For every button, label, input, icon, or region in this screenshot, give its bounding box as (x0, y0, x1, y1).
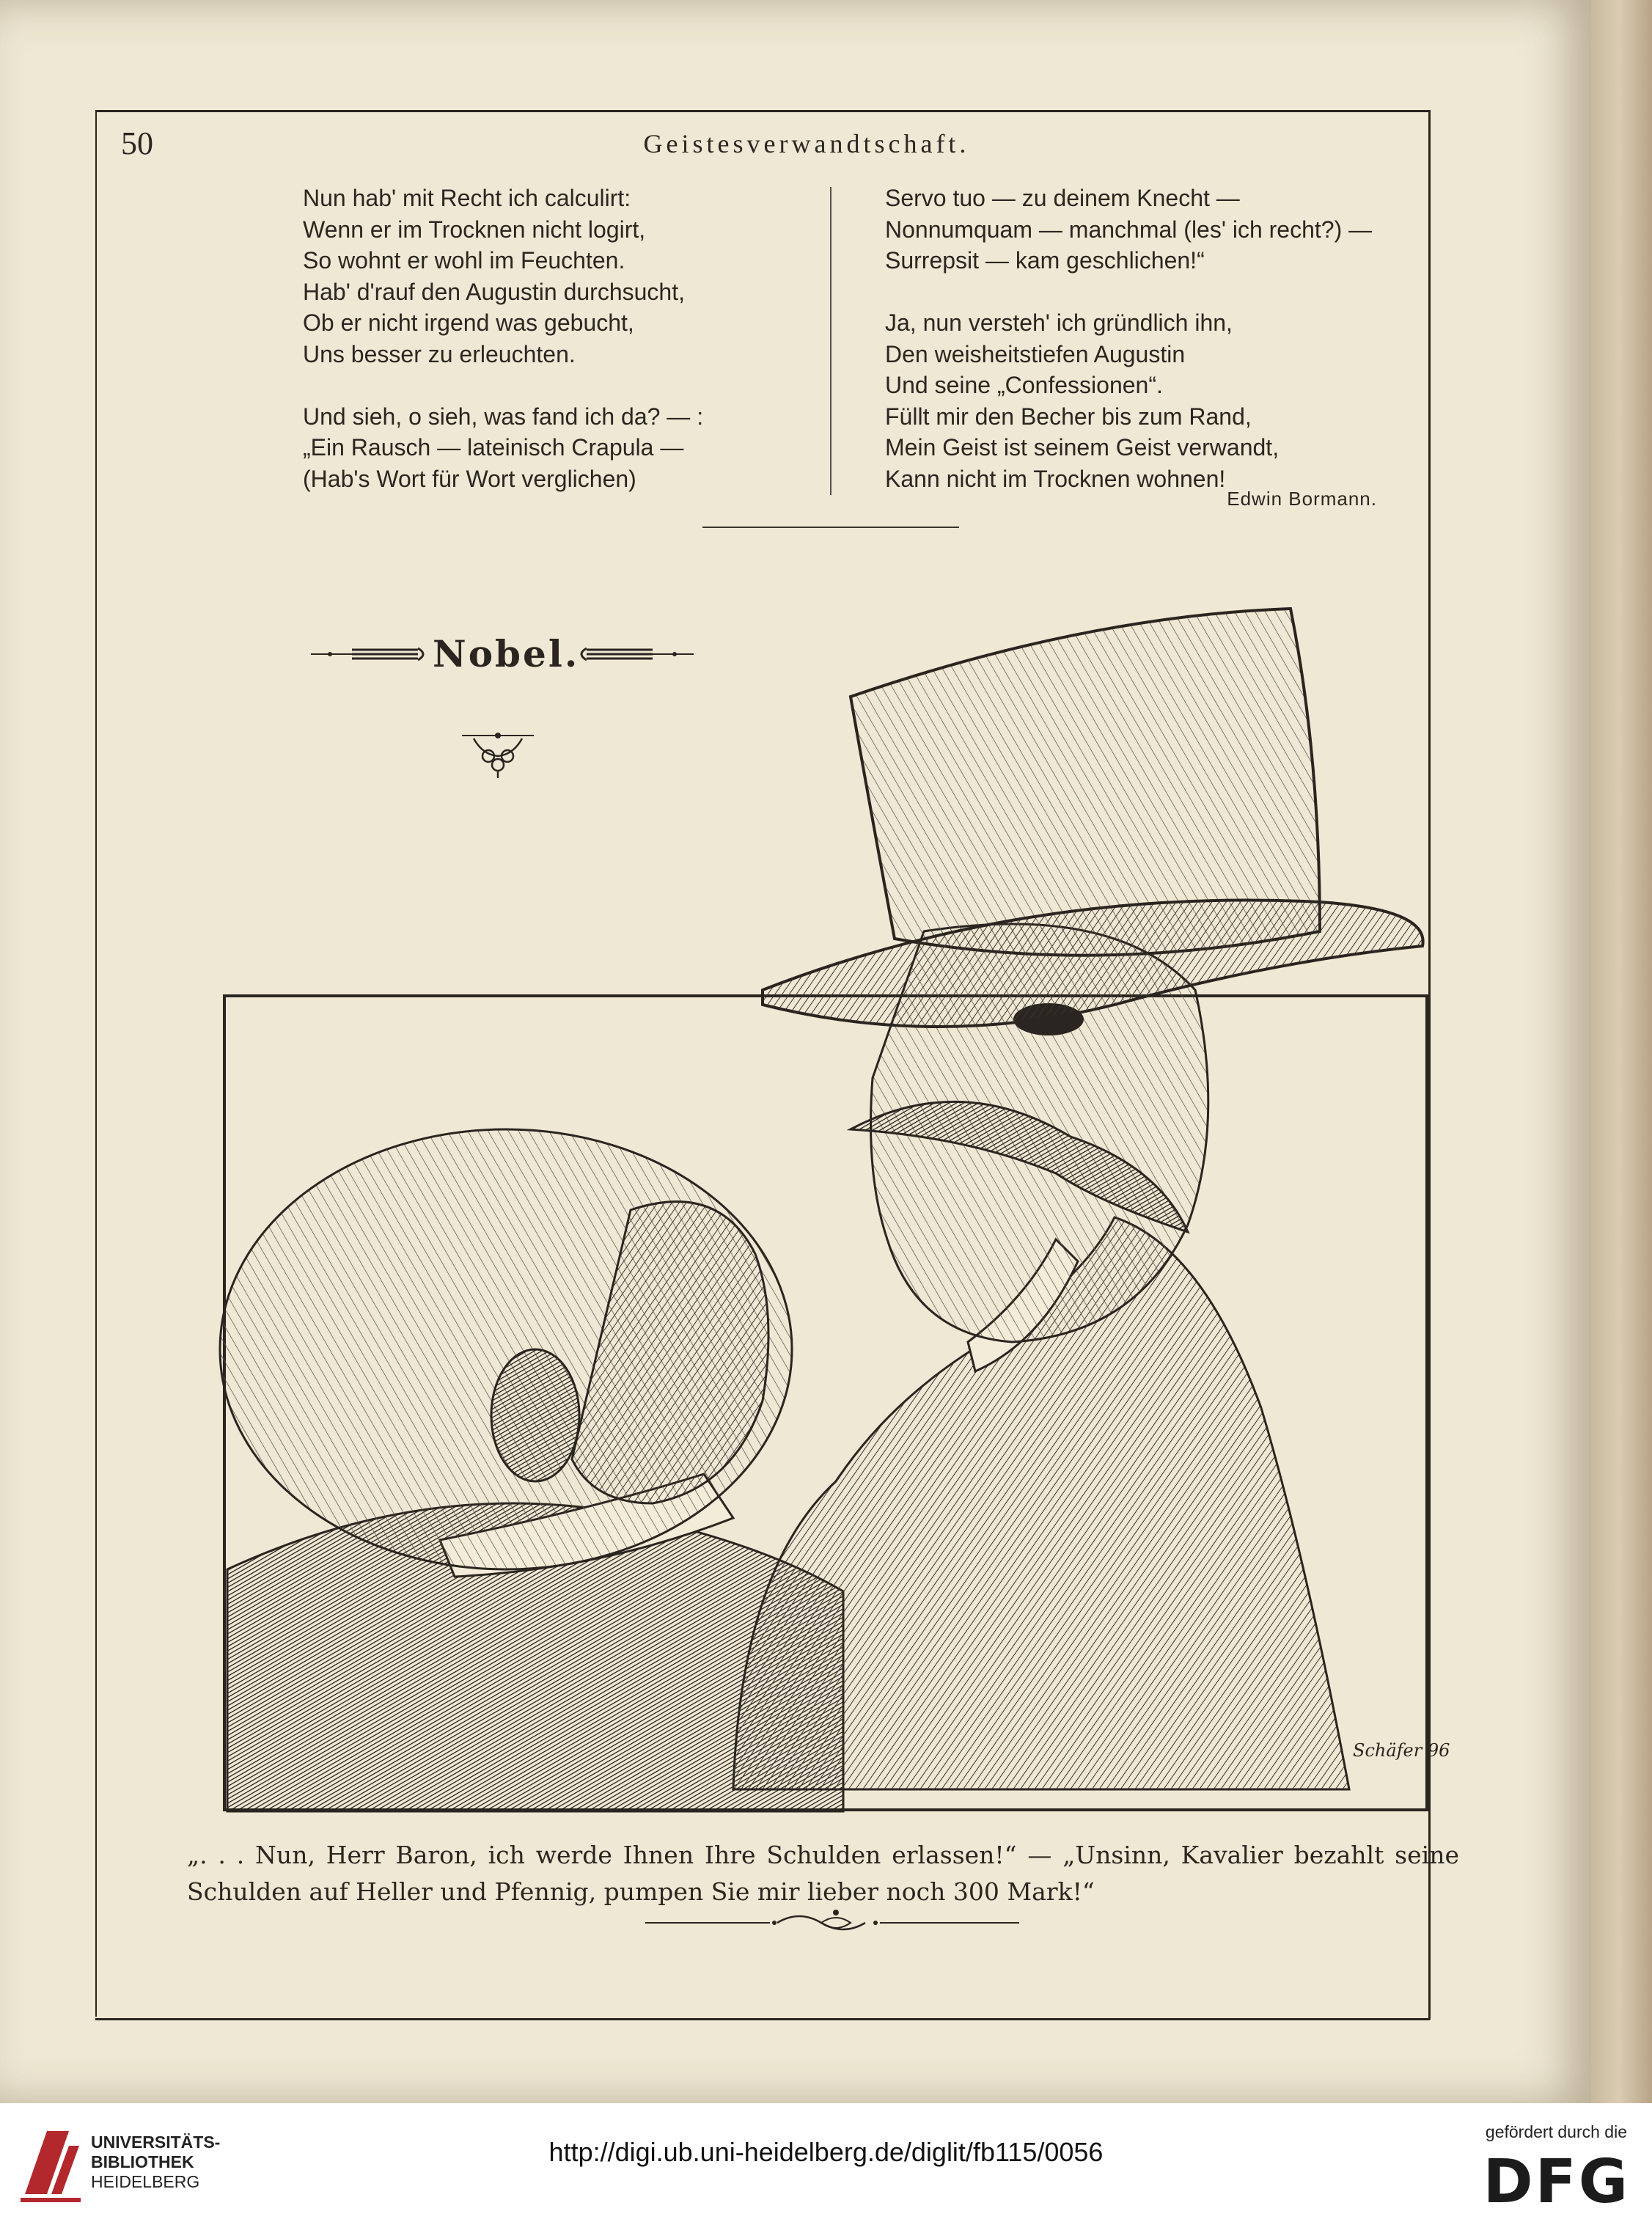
library-name-line: BIBLIOTHEK (91, 2152, 194, 2171)
poem-line: So wohnt er wohl im Feuchten. (303, 247, 625, 274)
poem-line: Uns besser zu erleuchten. (303, 340, 576, 367)
library-name-line: HEIDELBERG (91, 2172, 200, 2191)
poem-line: Kann nicht im Trocknen wohnen! (885, 465, 1226, 492)
poem-line: Nun hab' mit Recht ich calculirt: (303, 185, 631, 211)
library-footer (0, 2103, 1652, 2222)
poem-line: Den weisheitstiefen Augustin (885, 340, 1186, 367)
poem-line: (Hab's Wort für Wort verglichen) (303, 465, 636, 492)
poem-end-rule (702, 527, 959, 528)
poem-line: Surrepsit — kam geschlichen!“ (885, 247, 1205, 274)
frame-top-rule (95, 110, 1430, 112)
bottom-ornament-icon (645, 1905, 1027, 1939)
library-name-line: UNIVERSITÄTS- (91, 2133, 221, 2152)
top-hat-brim (763, 901, 1423, 1027)
poem-line: Nonnumquam — manchmal (les' ich recht?) — (885, 216, 1373, 243)
page-number: 50 (121, 125, 153, 161)
artist-signature: Schäfer 96 (1353, 1740, 1450, 1761)
permalink-url[interactable]: http://digi.ub.uni-heidelberg.de/diglit/fb115/0056 (548, 2137, 1104, 2167)
illustration-caption: „. . . Nun, Herr Baron, ich werde Ihnen Ihre Schulden erlassen!“ — „Unsinn, Kavalier bezahlt seine Schulden auf Heller und Pfennig, pumpen Sie mir lieber noch 300 Mark!“ (187, 1841, 1459, 1906)
poem-line: Und sieh, o sieh, was fand ich da? — : (303, 403, 704, 430)
poem-author: Edwin Bormann. (1227, 488, 1377, 510)
column-divider (830, 187, 831, 495)
section-title: Nobel. (433, 632, 580, 675)
poem-line: Wenn er im Trocknen nicht logirt, (303, 216, 646, 243)
poem-left-column (303, 183, 703, 494)
poem-line: Und seine „Confessionen“. (885, 372, 1163, 398)
illustration-two-men (220, 579, 1450, 1819)
poem-line: Hab' d'rauf den Augustin durchsucht, (303, 278, 685, 305)
frame-left-rule (95, 110, 97, 2017)
stanza-gap (303, 370, 703, 401)
poem-line: Servo tuo — zu deinem Knecht — (885, 185, 1240, 211)
frame-bottom-rule (95, 2018, 1430, 2020)
poem-right-column (885, 183, 1372, 494)
poem-line: Mein Geist ist seinem Geist verwandt, (885, 434, 1280, 461)
poem-line: „Ein Rausch — lateinisch Crapula — (303, 434, 684, 461)
stanza-gap (885, 276, 1372, 308)
running-head: Geistesverwandtschaft. (643, 129, 970, 158)
poem-line: Ob er nicht irgend was gebucht, (303, 309, 634, 336)
old-man-ear (491, 1349, 579, 1481)
poem-line: Ja, nun versteh' ich gründlich ihn, (885, 309, 1233, 336)
funding-note: gefördert durch die (1485, 2122, 1627, 2141)
dfg-logo: DFG (1483, 2147, 1630, 2217)
poem-line: Füllt mir den Becher bis zum Rand, (885, 403, 1252, 430)
